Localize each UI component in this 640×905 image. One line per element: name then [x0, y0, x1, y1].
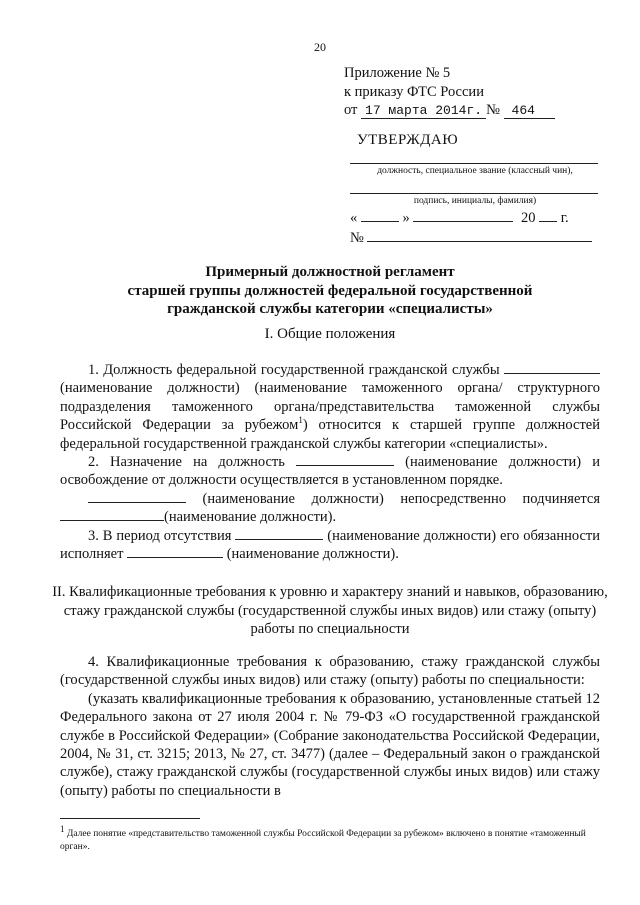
title-line1: Примерный должностной регламент [205, 264, 455, 280]
approval-number-label: № [350, 230, 364, 246]
year-blank [539, 209, 557, 222]
appendix-from-label: от [344, 102, 358, 118]
footnote-ref: 1 [298, 415, 303, 426]
paragraph-2-continued [60, 490, 600, 527]
p2-blank-a [296, 453, 394, 466]
section2-heading: II. Квалификационные требования к уровню и характеру знаний и навыков, образованию, стажу гражданской службы (государственной службы иных видов) или стажу (опыту) работы по специальности [52, 584, 608, 637]
p3-blank-a [235, 527, 323, 540]
paragraph-2 [60, 453, 600, 490]
p3-text-b: (наименование должности) его обязанности исполняет [60, 527, 600, 563]
day-blank [361, 209, 399, 222]
position-caption: должность, специальное звание (классный чин), [377, 166, 573, 176]
p2-blank-b [88, 490, 186, 503]
date-close-quote: » [402, 210, 410, 226]
p2-text-b: (наименование должности) и освобождение от должности осуществляется в установленном порядке. [60, 454, 601, 489]
title-line2: старшей группы должностей федеральной государственной [127, 282, 533, 299]
section2-body [60, 653, 600, 800]
page-number: 20 [314, 40, 326, 54]
appendix-number-label: № [486, 102, 500, 118]
p1-blank [504, 361, 600, 374]
year-prefix: 20 [521, 210, 536, 226]
appendix-block [344, 64, 555, 121]
appendix-line1: Приложение № 5 [344, 65, 451, 81]
p1-text-a: 1. Должность федеральной государственной гражданской службы [88, 362, 500, 378]
approval-title: УТВЕРЖДАЮ [357, 132, 459, 148]
document-title [40, 263, 620, 319]
appendix-date-line [344, 101, 555, 121]
footnote-mark: 1 [60, 823, 65, 834]
p2-blank-c [60, 508, 164, 521]
p3-text-c: (наименование должности). [226, 546, 399, 563]
approval-number-row [350, 229, 592, 247]
paragraph-1 [60, 361, 600, 453]
section1-body [60, 361, 600, 563]
p3-blank-b [127, 545, 223, 558]
signature-caption: подпись, инициалы, фамилия) [413, 196, 537, 206]
p3-text-a: 3. В период отсутствия [88, 527, 232, 544]
footnote-text: Далее понятие «представительство таможенной службы Российской Федерации за рубежом» включено в понятие «таможенный орган». [60, 829, 586, 852]
appendix-line2: к приказу ФТС России [344, 83, 484, 100]
p2-text-c: (наименование должности) непосредственно подчиняется [202, 490, 600, 507]
approval-date-row [350, 209, 610, 227]
paragraph-4: 4. Квалификационные требования к образованию, стажу гражданской службы (государственной службы иных видов) или стажу (опыту) работы по специальности: [60, 654, 600, 689]
signature-line [350, 193, 598, 194]
appendix-number: 464 [504, 103, 555, 119]
position-line [350, 163, 598, 164]
paragraph-4-detail: (указать квалификационные требования к образованию, установленные статьей 12 Федерального закона от 27 июля 2004 г. № 79-ФЗ «О государственной гражданской службе в Российской Федерации» (Собрание законодательства Российской Федерации, 2004, № 31, ст. 3215; 2013, № 27, ст. 3477) (далее – Федеральный закон о гражданской службе), стажу гражданской службы (государственной службы иных видов) или стажу (опыту) работы по специальности в [60, 690, 600, 799]
approval-number-blank [367, 229, 592, 242]
paragraph-3 [60, 527, 600, 564]
month-blank [413, 209, 513, 222]
p2-text-d: (наименование должности). [164, 509, 337, 526]
section1-heading: I. Общие положения [264, 326, 396, 342]
title-line3: гражданской службы категории «специалисты» [167, 301, 493, 317]
year-suffix: г. [560, 210, 569, 226]
date-open-quote: « [350, 210, 358, 226]
footnote [60, 823, 600, 854]
p2-text-a: 2. Назначение на должность [88, 454, 285, 471]
appendix-date: 17 марта 2014г. [361, 103, 486, 119]
p1-text-b: (наименование должности) (наименование таможенного органа/ структурного подразделения таможенного органа/представительства таможенной службы Российской Федерации за рубежом [60, 380, 600, 434]
p1-text-c: ) относится к старшей группе должностей федеральной государственной гражданской службы категории «специалисты». [60, 417, 600, 452]
footnote-separator [60, 818, 200, 819]
